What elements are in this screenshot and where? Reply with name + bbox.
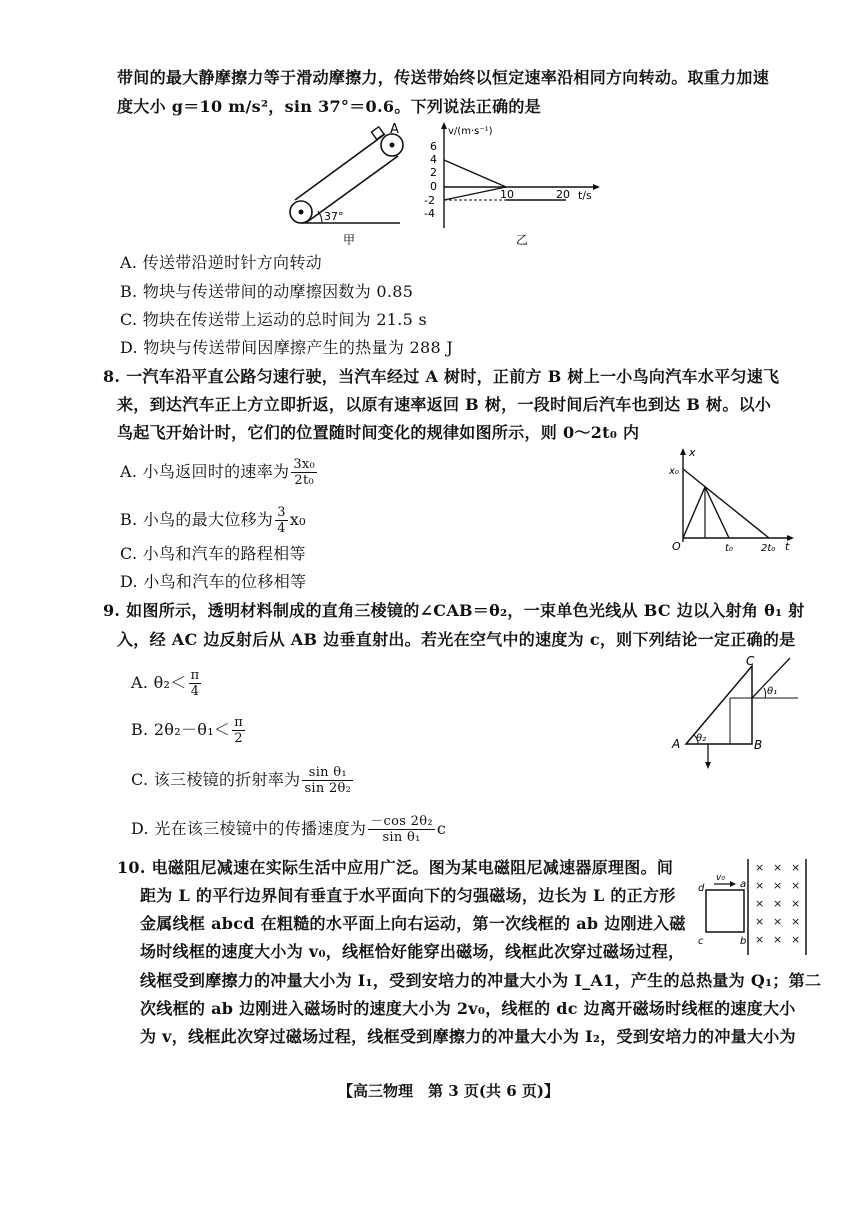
cross: × [755, 915, 765, 928]
cross: × [791, 879, 801, 892]
q10-line3: 金属线框 abcd 在粗糙的水平面上向右运动，第一次线框的 ab 边刚进入磁 [140, 914, 686, 933]
q8-option-b-num: 3 [277, 505, 286, 520]
q9-option-b-den: 2 [234, 731, 243, 746]
page-footer: 【高三物理 第 3 页(共 6 页)】 [338, 1082, 559, 1100]
q7-option-d: D. 物块与传送带间因摩擦产生的热量为 288 J [120, 338, 454, 357]
belt-bottom-line [307, 156, 398, 222]
q9-option-a-prefix: A. θ₂＜ [131, 673, 187, 692]
belt-top-line [295, 134, 385, 200]
car-line [683, 469, 769, 538]
q8-option-b-den: 4 [277, 521, 286, 536]
q7-option-b: B. 物块与传送带间的动摩擦因数为 0.85 [120, 282, 414, 301]
t0-label: t₀ [725, 543, 733, 554]
corner-a: a [740, 879, 747, 890]
t-axis-arrow [593, 184, 600, 190]
y-tick-labels [424, 140, 437, 220]
q7-option-a: A. 传送带沿逆时针方向转动 [120, 253, 322, 272]
bird-out-line [683, 487, 705, 538]
cross: × [755, 861, 765, 874]
velocity-arrowhead [730, 881, 736, 887]
exit-arrow [705, 762, 711, 769]
v-axis-label: v/(m·s⁻¹) [448, 126, 493, 137]
q8-option-a-prefix: A. 小鸟返回时的速率为 [120, 462, 290, 481]
q9-option-d-fraction [368, 814, 435, 845]
figure-q10-damper [698, 857, 810, 961]
cross: × [773, 897, 783, 910]
upper-pulley-axle [390, 143, 395, 148]
q9-option-d [131, 814, 446, 845]
xtick-20: 20 [556, 188, 570, 201]
q10-line7: 为 v，线框此次穿过磁场过程，线框受到摩擦力的冲量大小为 I₂，受到安培力的冲量大小为 [140, 1027, 796, 1046]
xtick-10: 10 [500, 188, 514, 201]
q9-option-b-fraction [232, 715, 245, 746]
q9-option-d-den: sin θ₁ [382, 830, 421, 845]
cross: × [755, 879, 765, 892]
q8-line1: 8. 一汽车沿平直公路匀速行驶，当汽车经过 A 树时，正前方 B 树上一小鸟向汽车水平匀速飞 [103, 367, 780, 386]
q10-line6: 次线框的 ab 边刚进入磁场时的速度大小为 2v₀，线框的 dc 边离开磁场时线框的速度大小 [140, 999, 796, 1018]
q9-option-a-den: 4 [190, 684, 200, 699]
q8-line3: 鸟起飞开始计时，它们的位置随时间变化的规律如图所示，则 0～2t₀ 内 [117, 423, 640, 442]
t-axis-label: t/s [578, 189, 592, 202]
corner-b: b [740, 936, 747, 947]
theta1-arc [764, 688, 766, 698]
theta1-label: θ₁ [767, 686, 778, 697]
q7-intro-line2: 度大小 g＝10 m/s²，sin 37°＝0.6。下列说法正确的是 [117, 97, 541, 116]
q9-option-c-den: sin 2θ₂ [304, 781, 352, 796]
q9-option-d-prefix: D. 光在该三棱镜中的传播速度为 [131, 819, 367, 838]
cross: × [773, 915, 783, 928]
q9-option-a [131, 668, 203, 699]
x0-label: x₀ [669, 466, 679, 477]
angle-label: 37° [324, 210, 344, 223]
corner-c: c [698, 936, 704, 947]
q8-option-b-fraction [275, 505, 288, 536]
cross: × [791, 897, 801, 910]
vertex-A: A [672, 737, 681, 751]
q9-option-c [131, 765, 355, 796]
q10-line5: 线框受到摩擦力的冲量大小为 I₁，受到安培力的冲量大小为 I_A1，产生的总热量为 Q₁；第二 [140, 971, 822, 990]
bird-return-line [705, 487, 729, 538]
q9-line2: 入，经 AC 边反射后从 AB 边垂直射出。若光在空气中的速度为 c，则下列结论一定正确的是 [117, 630, 796, 649]
figure-jia-conveyor [280, 118, 420, 248]
q8-option-b [120, 505, 306, 536]
ytick-2: 2 [430, 166, 437, 179]
label-A: A [390, 122, 399, 137]
ytick-neg4: -4 [424, 207, 435, 220]
v0-label: v₀ [716, 873, 725, 883]
v-axis-arrow [441, 122, 447, 129]
q8-option-b-prefix: B. 小鸟的最大位移为 [120, 510, 274, 529]
block [371, 127, 384, 140]
q9-line1: 9. 如图所示，透明材料制成的直角三棱镜的∠CAB＝θ₂，一束单色光线从 BC 边以入射角 θ₁ 射 [103, 601, 805, 620]
ytick-neg2: -2 [424, 194, 435, 207]
q8-option-d: D. 小鸟和汽车的位移相等 [120, 572, 307, 591]
q9-option-b-prefix: B. 2θ₂－θ₁＜ [131, 720, 231, 739]
ytick-0: 0 [430, 180, 437, 193]
q10-line1: 10. 电磁阻尼减速在实际生活中应用广泛。图为某电磁阻尼减速器原理图。间 [117, 858, 674, 877]
series-decel-line [444, 160, 506, 187]
q8-option-a-fraction [291, 457, 317, 488]
caption-yi: 乙 [516, 233, 529, 247]
origin-label: O [672, 540, 681, 553]
q9-option-c-prefix: C. 该三棱镜的折射率为 [131, 770, 301, 789]
square-frame [706, 890, 744, 932]
q10-line2: 距为 L 的平行边界间有垂直于水平面向下的匀强磁场，边长为 L 的正方形 [140, 886, 676, 905]
q8-option-a-den: 2t₀ [294, 473, 314, 488]
ytick-4: 4 [430, 153, 437, 166]
field-crosses [755, 861, 800, 946]
x-label: x [689, 446, 696, 459]
q9-option-b-num: π [234, 715, 244, 730]
cross: × [755, 897, 765, 910]
vertex-C: C [746, 654, 755, 668]
q8-line2: 来，到达汽车正上方立即折返，以原有速率返回 B 树，一段时间后汽车也到达 B 树。以小 [117, 395, 772, 414]
q7-intro-line1: 带间的最大静摩擦力等于滑动摩擦力，传送带始终以恒定速率沿相同方向转动。取重力加速 [117, 68, 770, 87]
q10-line4: 场时线框的速度大小为 v₀，线框恰好能穿出磁场，线框此次穿过磁场过程， [140, 942, 685, 961]
vertex-B: B [754, 738, 763, 752]
q8-option-a-num: 3x₀ [293, 457, 316, 472]
q9-option-d-suffix: c [436, 819, 447, 838]
corner-d: d [698, 883, 705, 894]
q8-option-a [120, 457, 319, 488]
t-label: t [785, 540, 790, 553]
x-axis-arrow [680, 448, 686, 455]
t2-label: 2t₀ [761, 543, 776, 554]
cross: × [773, 861, 783, 874]
cross: × [791, 933, 801, 946]
lower-pulley-axle [299, 210, 304, 215]
figure-q8-xt-graph [665, 442, 800, 557]
series-accel-line [444, 187, 506, 200]
cross: × [773, 879, 783, 892]
q8-option-c: C. 小鸟和汽车的路程相等 [120, 544, 306, 563]
q9-option-a-fraction [189, 668, 202, 699]
cross: × [791, 915, 801, 928]
caption-jia: 甲 [343, 233, 356, 247]
q9-option-a-num: π [190, 668, 200, 683]
cross: × [773, 933, 783, 946]
cross: × [791, 861, 801, 874]
figure-yi-vt-graph [420, 118, 610, 248]
theta2-label: θ₂ [696, 733, 707, 744]
q9-option-c-fraction [302, 765, 353, 796]
cross: × [755, 933, 765, 946]
ytick-6: 6 [430, 140, 437, 153]
q9-option-b [131, 715, 247, 746]
q9-option-d-num: －cos 2θ₂ [370, 814, 433, 829]
figure-q9-prism [668, 652, 803, 772]
q9-option-c-num: sin θ₁ [302, 765, 353, 781]
q8-option-b-suffix: x₀ [289, 510, 306, 529]
q7-option-c: C. 物块在传送带上运动的总时间为 21.5 s [120, 310, 428, 329]
